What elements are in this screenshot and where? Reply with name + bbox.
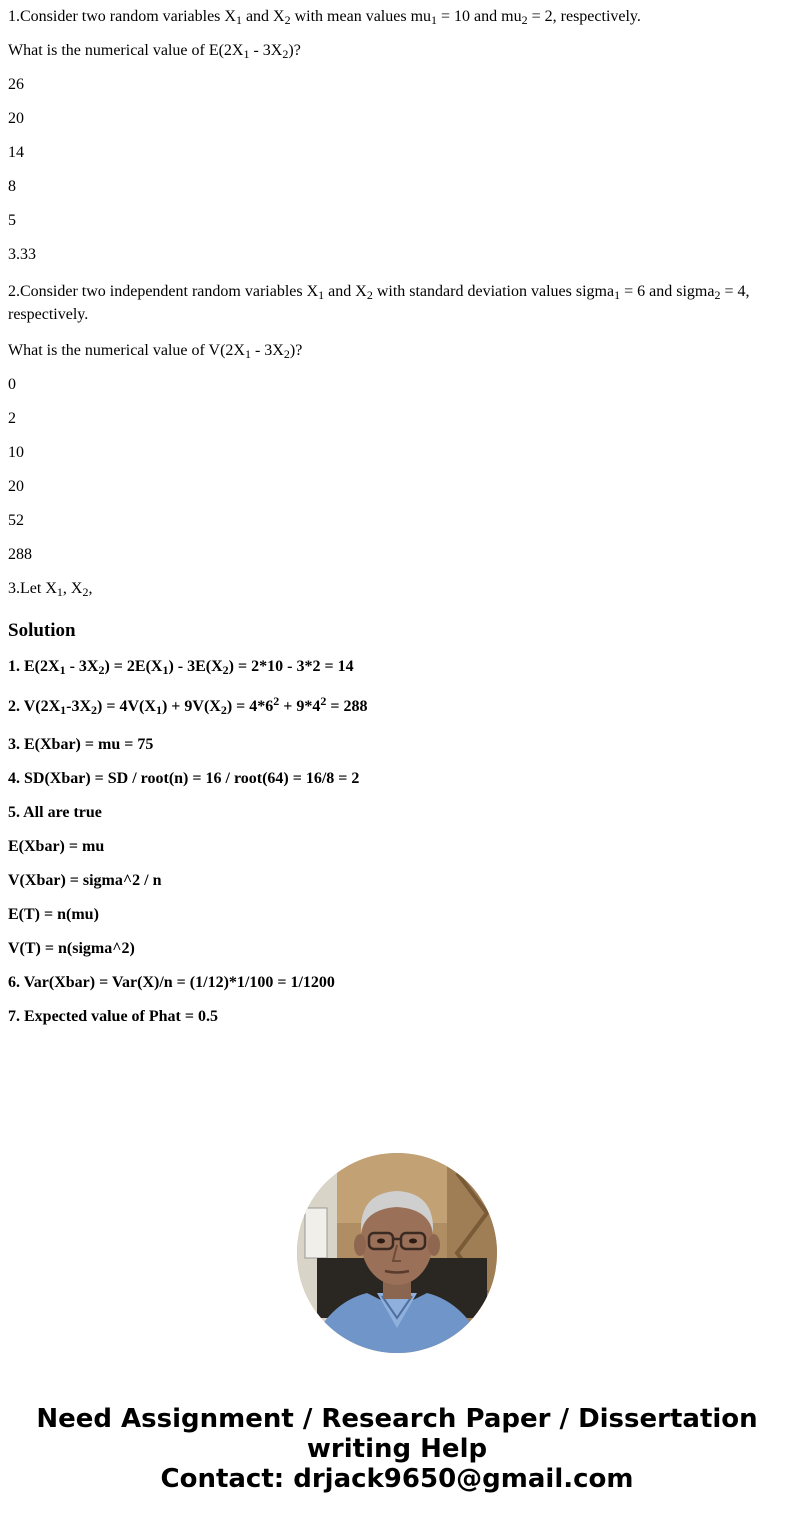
q2-question: What is the numerical value of $V(2X_1 - 3X_2)$? [8,342,303,361]
solution-line: 3. E(Xbar) = mu = 75 [8,736,154,753]
q1-question: What is the numerical value of $E(2X_1 - 3X_2)$? [8,42,301,61]
q2-block [8,280,786,564]
q3-intro: 3.Let $X_1$, $X_2$, [8,580,93,599]
solution-line-2: 2. $V(2X_1-3X_2) = 4V(X_1) + 9V(X_2) = 4*6^2 + 9*4^2 = 288$ [8,694,368,717]
solution-line-1: 1. $E(2X_1 - 3X_2) = 2E(X_1) - 3E(X_2) = 2*10 - 3*2 = 14$ [8,658,354,677]
solution-line: E(Xbar) = mu [8,838,105,855]
solution-body [8,658,786,1026]
solution-line: 5. All are true [8,804,102,821]
footer-promo [0,1404,794,1494]
q2-option: 2 [8,410,16,427]
q2-option: 288 [8,546,32,563]
q2-option: 0 [8,376,16,393]
q1-option: 26 [8,76,24,93]
solution-line: E(T) = n(mu) [8,906,99,923]
avatar-portrait [297,1153,497,1353]
solution-heading: Solution [8,620,76,641]
avatar [297,1153,497,1353]
footer-line-1: Need Assignment / Research Paper / Dissertation [36,1404,758,1434]
q1-option: 3.33 [8,246,36,263]
q1-intro: 1.Consider two random variables $X_1$ and $X_2$ with mean values $mu_1 = 10$ and $mu_2 = 2$, respectively. [8,8,641,27]
q2-option: 52 [8,512,24,529]
solution-line: 4. SD(Xbar) = SD / root(n) = 16 / root(64) = 16/8 = 2 [8,770,360,787]
q1-option: 5 [8,212,16,229]
footer-contact: Contact: drjack9650@gmail.com [160,1464,634,1494]
solution-line: V(Xbar) = sigma^2 / n [8,872,162,889]
q1-option: 14 [8,144,24,161]
q2-option: 20 [8,478,24,495]
q1-option: 20 [8,110,24,127]
solution-line: 7. Expected value of Phat = 0.5 [8,1008,218,1025]
q2-option: 10 [8,444,24,461]
solution-line: 6. Var(Xbar) = Var(X)/n = (1/12)*1/100 = 1/1200 [8,974,335,991]
solution-line: V(T) = n(sigma^2) [8,940,135,957]
footer-line-2: writing Help [306,1434,488,1464]
q1-option: 8 [8,178,16,195]
q2-intro: 2.Consider two independent random variables $X_1$ and $X_2$ with standard deviation values sigma$_1$ = 6 and sigma$_2$ = 4, respectively. [8,283,750,323]
